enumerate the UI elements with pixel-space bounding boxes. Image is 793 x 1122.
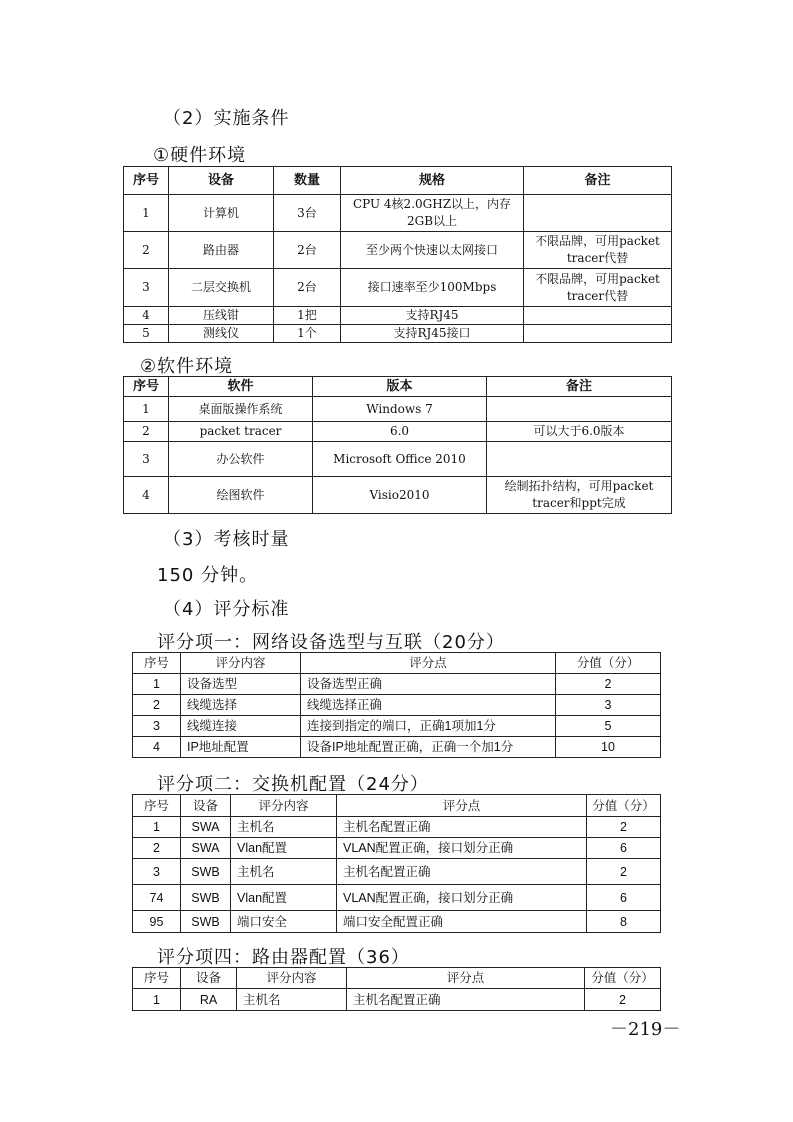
- table-cell: 1把: [274, 307, 341, 325]
- table-row: [133, 911, 661, 933]
- table-cell: SWA: [181, 817, 231, 838]
- table-cell: 10: [556, 737, 661, 758]
- table-cell: 端口安全: [231, 911, 337, 933]
- table-cell: 线缆连接: [181, 716, 301, 737]
- table-cell: [524, 325, 672, 343]
- time-value: 150 分钟。: [157, 565, 259, 586]
- col-header: 数量: [274, 167, 341, 195]
- table-row: [133, 695, 661, 716]
- table-cell: 4: [124, 307, 169, 325]
- table-cell: 不限品牌，可用packet tracer代替: [524, 269, 672, 307]
- table-cell: 1: [133, 817, 181, 838]
- table-cell: 不限品牌，可用packet tracer代替: [524, 232, 672, 269]
- scoring-item1-title: 评分项一：网络设备选型与互联（20分）: [157, 632, 505, 653]
- col-header: 评分内容: [237, 968, 347, 989]
- table-cell: 2: [133, 695, 181, 716]
- table-row: [124, 269, 672, 307]
- table-cell: 连接到指定的端口，正确1项加1分: [301, 716, 556, 737]
- table-cell: 6: [587, 885, 661, 911]
- col-header: 设备: [181, 968, 237, 989]
- table-cell: 2: [585, 989, 661, 1011]
- col-header: 评分点: [337, 795, 587, 817]
- table-cell: 主机名配置正确: [347, 989, 585, 1011]
- table-row: [133, 859, 661, 885]
- table-cell: 2: [124, 422, 169, 442]
- table-row: [124, 442, 672, 477]
- table-cell: 3: [556, 695, 661, 716]
- table-cell: 路由器: [169, 232, 274, 269]
- col-header: 序号: [133, 968, 181, 989]
- software-table: [123, 376, 672, 514]
- table-row: [133, 737, 661, 758]
- table-cell: 2: [556, 674, 661, 695]
- table-cell: 主机名配置正确: [337, 817, 587, 838]
- table-cell: 线缆选择: [181, 695, 301, 716]
- table-cell: 主机名: [237, 989, 347, 1011]
- table-cell: 95: [133, 911, 181, 933]
- table-cell: 3台: [274, 195, 341, 232]
- table-cell: SWB: [181, 885, 231, 911]
- table-cell: 3: [133, 716, 181, 737]
- col-header: 设备: [169, 167, 274, 195]
- table-cell: 办公软件: [169, 442, 313, 477]
- table-cell: 接口速率至少100Mbps: [341, 269, 524, 307]
- table-cell: 5: [556, 716, 661, 737]
- col-header: 评分点: [347, 968, 585, 989]
- table-cell: 支持RJ45: [341, 307, 524, 325]
- col-header: 评分内容: [181, 653, 301, 674]
- table-cell: Vlan配置: [231, 885, 337, 911]
- table-cell: 1: [124, 397, 169, 422]
- scoring-heading: （4）评分标准: [163, 599, 290, 620]
- table-row: [133, 716, 661, 737]
- scoring-item2-table: [132, 794, 661, 933]
- col-header: 评分内容: [231, 795, 337, 817]
- table-cell: 设备IP地址配置正确，正确一个加1分: [301, 737, 556, 758]
- table-cell: 6.0: [313, 422, 487, 442]
- table-cell: [524, 195, 672, 232]
- table-cell: [487, 442, 672, 477]
- col-header: 序号: [133, 795, 181, 817]
- table-header-row: [124, 377, 672, 397]
- table-cell: 3: [133, 859, 181, 885]
- table-cell: 主机名: [231, 859, 337, 885]
- table-cell: 测线仪: [169, 325, 274, 343]
- table-cell: 8: [587, 911, 661, 933]
- table-row: [124, 325, 672, 343]
- software-title: ②软件环境: [140, 356, 234, 377]
- table-cell: 2: [124, 232, 169, 269]
- table-cell: 可以大于6.0版本: [487, 422, 672, 442]
- table-cell: 线缆选择正确: [301, 695, 556, 716]
- table-cell: [524, 307, 672, 325]
- scoring-item4-table: [132, 967, 661, 1011]
- page-number: －219－: [610, 1019, 681, 1040]
- table-cell: 2: [587, 817, 661, 838]
- table-cell: 端口安全配置正确: [337, 911, 587, 933]
- table-cell: 2: [587, 859, 661, 885]
- table-row: [124, 422, 672, 442]
- col-header: 版本: [313, 377, 487, 397]
- table-cell: SWA: [181, 838, 231, 859]
- table-cell: 1: [124, 195, 169, 232]
- table-row: [124, 195, 672, 232]
- table-cell: 绘制拓扑结构，可用packet tracer和ppt完成: [487, 477, 672, 514]
- col-header: 规格: [341, 167, 524, 195]
- table-cell: Visio2010: [313, 477, 487, 514]
- table-header-row: [133, 795, 661, 817]
- table-cell: 计算机: [169, 195, 274, 232]
- table-cell: [487, 397, 672, 422]
- table-cell: 至少两个快速以太网接口: [341, 232, 524, 269]
- hardware-table: [123, 166, 672, 343]
- table-cell: Vlan配置: [231, 838, 337, 859]
- table-header-row: [133, 968, 661, 989]
- table-header-row: [133, 653, 661, 674]
- time-heading: （3）考核时量: [163, 529, 290, 550]
- table-cell: 主机名: [231, 817, 337, 838]
- table-cell: 1: [133, 989, 181, 1011]
- table-cell: 二层交换机: [169, 269, 274, 307]
- table-cell: 5: [124, 325, 169, 343]
- table-row: [124, 477, 672, 514]
- scoring-item1-table: [132, 652, 661, 758]
- table-cell: 主机名配置正确: [337, 859, 587, 885]
- col-header: 软件: [169, 377, 313, 397]
- table-row: [133, 817, 661, 838]
- col-header: 备注: [524, 167, 672, 195]
- table-cell: SWB: [181, 859, 231, 885]
- col-header: 序号: [124, 167, 169, 195]
- table-cell: 支持RJ45接口: [341, 325, 524, 343]
- table-cell: SWB: [181, 911, 231, 933]
- table-cell: IP地址配置: [181, 737, 301, 758]
- table-cell: 设备选型正确: [301, 674, 556, 695]
- table-cell: RA: [181, 989, 237, 1011]
- col-header: 分值（分）: [587, 795, 661, 817]
- table-row: [124, 307, 672, 325]
- col-header: 设备: [181, 795, 231, 817]
- col-header: 分值（分）: [556, 653, 661, 674]
- table-row: [124, 232, 672, 269]
- table-cell: 3: [124, 442, 169, 477]
- table-cell: 桌面版操作系统: [169, 397, 313, 422]
- table-cell: Windows 7: [313, 397, 487, 422]
- table-cell: packet tracer: [169, 422, 313, 442]
- table-cell: VLAN配置正确，接口划分正确: [337, 838, 587, 859]
- table-cell: 设备选型: [181, 674, 301, 695]
- col-header: 备注: [487, 377, 672, 397]
- table-cell: CPU 4核2.0GHZ以上，内存2GB以上: [341, 195, 524, 232]
- table-header-row: [124, 167, 672, 195]
- col-header: 序号: [124, 377, 169, 397]
- table-cell: 2台: [274, 232, 341, 269]
- table-cell: 2台: [274, 269, 341, 307]
- table-cell: 3: [124, 269, 169, 307]
- table-cell: 1: [133, 674, 181, 695]
- col-header: 评分点: [301, 653, 556, 674]
- table-cell: VLAN配置正确，接口划分正确: [337, 885, 587, 911]
- table-cell: 绘图软件: [169, 477, 313, 514]
- table-cell: 压线钳: [169, 307, 274, 325]
- table-cell: Microsoft Office 2010: [313, 442, 487, 477]
- table-row: [133, 885, 661, 911]
- table-cell: 74: [133, 885, 181, 911]
- table-row: [133, 989, 661, 1011]
- scoring-item2-title: 评分项二：交换机配置（24分）: [157, 774, 429, 795]
- table-cell: 4: [133, 737, 181, 758]
- table-cell: 2: [133, 838, 181, 859]
- col-header: 分值（分）: [585, 968, 661, 989]
- scoring-item4-title: 评分项四：路由器配置（36）: [157, 947, 410, 968]
- col-header: 序号: [133, 653, 181, 674]
- hardware-title: ①硬件环境: [153, 145, 247, 166]
- table-cell: 1个: [274, 325, 341, 343]
- table-row: [124, 397, 672, 422]
- table-cell: 4: [124, 477, 169, 514]
- section-heading-implementation: （2）实施条件: [163, 108, 290, 129]
- table-cell: 6: [587, 838, 661, 859]
- table-row: [133, 674, 661, 695]
- table-row: [133, 838, 661, 859]
